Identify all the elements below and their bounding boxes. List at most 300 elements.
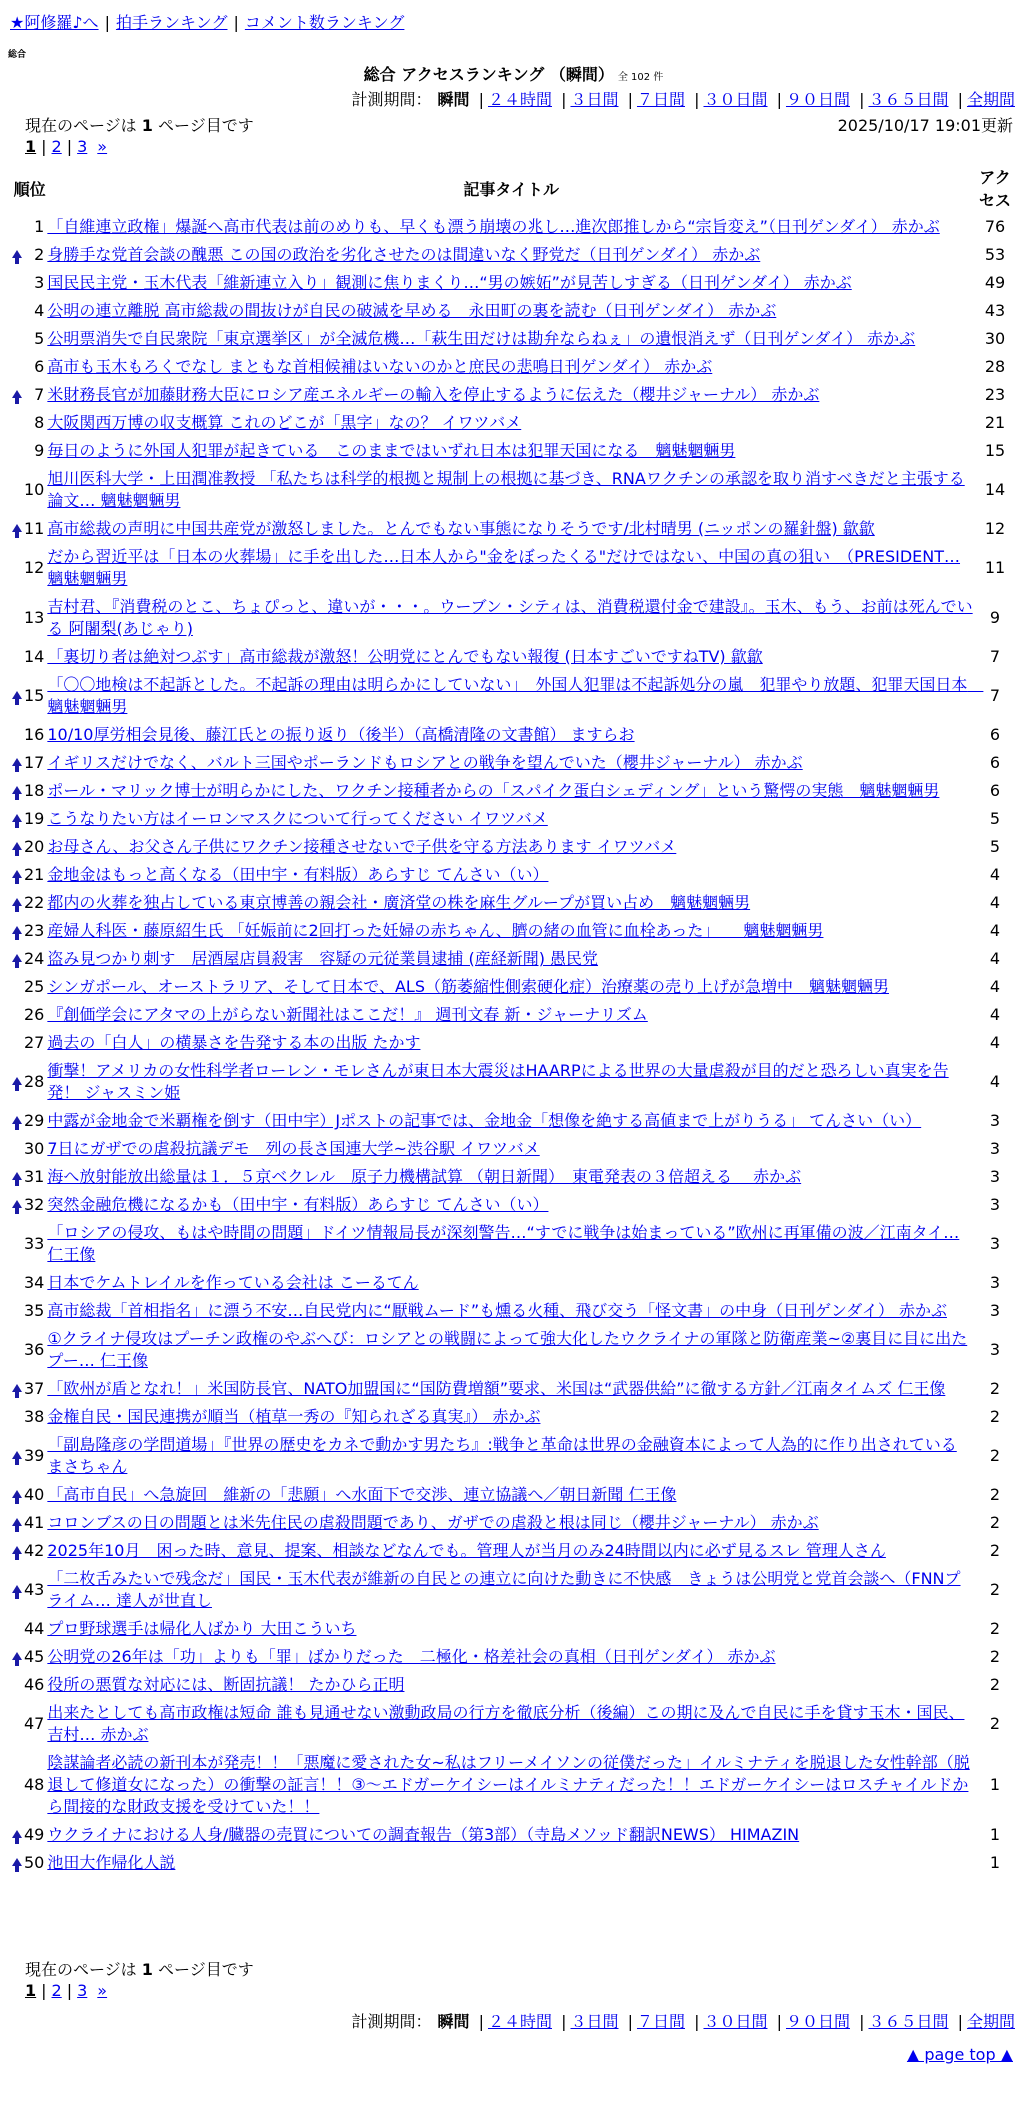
table-row xyxy=(12,353,1015,381)
rank-number: 7 xyxy=(34,385,45,404)
rank-number: 39 xyxy=(24,1446,45,1465)
article-title-cell xyxy=(47,465,975,515)
article-title-link[interactable]: 米財務長官が加藤財務大臣にロシア産エネルギーの輸入を停止するように伝えた（櫻井ジャーナル） 赤かぶ xyxy=(47,385,820,404)
trend-cell xyxy=(12,671,24,721)
period-7d-link[interactable]: ７日間 xyxy=(636,90,685,109)
section-tag: 総合 xyxy=(8,50,27,60)
access-header: アクセス xyxy=(978,168,1011,210)
rank-number: 32 xyxy=(24,1195,45,1214)
table-row xyxy=(12,1403,1015,1431)
table-row xyxy=(12,1565,1015,1615)
article-title-link[interactable]: 高市も玉木もろくでなし まともな首相候補はいないのかと庶民の悲鳴日刊ゲンダイ） 赤かぶ xyxy=(47,357,713,376)
article-title-cell xyxy=(47,1029,975,1057)
access-count: 1 xyxy=(989,1825,1001,1844)
article-title-cell xyxy=(47,1001,975,1029)
article-title-link[interactable]: 公明党の26年は「功」よりも「罪」ばかりだった 二極化・格差社会の真相（日刊ゲンダイ） 赤かぶ xyxy=(47,1647,776,1666)
home-link[interactable]: ★阿修羅♪へ xyxy=(10,13,99,32)
table-row xyxy=(12,1821,1015,1849)
article-title-link[interactable]: ウクライナにおける人身/臓器の売買についての調査報告（第3部）（寺島メソッド翻訳NEWS） HIMAZIN xyxy=(47,1825,800,1844)
trend-cell xyxy=(12,593,24,643)
total-count: 全 102 件 xyxy=(617,72,664,83)
table-row xyxy=(12,1849,1015,1877)
article-title-cell xyxy=(47,1671,975,1699)
period-3d-link[interactable]: ３日間 xyxy=(570,90,619,109)
access-count: 4 xyxy=(989,893,1001,912)
table-row xyxy=(12,1135,1015,1163)
access-count: 21 xyxy=(984,413,1006,432)
access-count: 14 xyxy=(984,480,1006,499)
article-title-link[interactable]: 旭川医科大学・上田潤准教授 「私たちは科学的根拠と規制上の根拠に基づき、RNAワクチンの承認を取り消すべきだと主張する論文… 魑魅魍魎男 xyxy=(47,469,965,510)
trend-cell xyxy=(12,269,24,297)
table-row xyxy=(12,437,1015,465)
rank-up-arrow-icon xyxy=(12,1200,22,1208)
table-row xyxy=(12,805,1015,833)
period-90d-link[interactable]: ９０日間 xyxy=(785,90,850,109)
pager-next[interactable]: » xyxy=(97,1981,108,2000)
article-title-link[interactable]: 海へ放射能放出総量は１．５京ベクレル 原子力機構試算 （朝日新聞） 東電発表の３倍超える 赤かぶ xyxy=(47,1167,802,1186)
article-title-cell xyxy=(47,241,975,269)
access-count: 2 xyxy=(989,1485,1001,1504)
access-count: 3 xyxy=(989,1273,1001,1292)
rank-number: 33 xyxy=(24,1234,45,1253)
rank-number: 5 xyxy=(34,329,45,348)
article-title-cell xyxy=(47,1749,975,1821)
trend-cell xyxy=(12,1537,24,1565)
access-count: 2 xyxy=(989,1446,1001,1465)
article-title-link[interactable]: 「二枚舌みたいで残念だ」国民・玉木代表が維新の自民との連立に向けた動きに不快感 きょうは公明党と党首会談へ（FNNプライム… 達人が世直し xyxy=(47,1569,961,1610)
table-row xyxy=(12,1001,1015,1029)
ranking-table xyxy=(12,163,1015,1877)
rank-up-arrow-icon xyxy=(12,954,22,962)
nav-separator: | xyxy=(104,13,110,32)
rank-number: 2 xyxy=(34,245,45,264)
page-info-top: 現在のページは 1 ページ目です xyxy=(25,116,254,135)
article-title-link[interactable]: 「高市自民」へ急旋回 維新の「悲願」へ水面下で交渉、連立協議へ／朝日新聞 仁王像 xyxy=(47,1485,677,1504)
trend-cell xyxy=(12,1057,24,1107)
rank-number: 15 xyxy=(24,686,45,705)
trend-cell xyxy=(12,1375,24,1403)
article-title-link[interactable]: 「欧州が盾となれ！」米国防長官、NATO加盟国に“国防費増額”要求、米国は“武器供給”に徹する方針／江南タイムズ 仁王像 xyxy=(47,1379,946,1398)
access-count: 7 xyxy=(989,686,1001,705)
article-title-link[interactable]: 過去の「白人」の横暴さを告発する本の出版 たかす xyxy=(47,1033,421,1052)
access-count: 53 xyxy=(984,245,1006,264)
article-title-cell xyxy=(47,1135,975,1163)
article-title-link[interactable]: 役所の悪質な対応には、断固抗議！ たかひら正明 xyxy=(47,1675,405,1694)
article-title-link[interactable]: 金地金はもっと高くなる（田中宇・有料版）あらすじ てんさい（い） xyxy=(47,865,549,884)
pager-page-3[interactable]: 3 xyxy=(77,137,88,156)
trend-cell xyxy=(12,515,24,543)
trend-cell xyxy=(12,1431,24,1481)
article-title-link[interactable]: 吉村君、『消費税のとこ、ちょぴっと、違いが・・・。ウーブン・シティは、消費税還付金で建設』。玉木、もう、お前は死んでいる 阿闍梨(あじゃり) xyxy=(47,597,973,638)
period-all-link[interactable]: 全期間 xyxy=(966,90,1015,109)
rank-number: 4 xyxy=(34,301,45,320)
article-title-link[interactable]: 身勝手な党首会談の醜悪 この国の政治を劣化させたのは間違いなく野党だ（日刊ゲンダイ） 赤かぶ xyxy=(47,245,761,264)
trend-cell xyxy=(12,945,24,973)
trend-cell xyxy=(12,917,24,945)
article-title-cell xyxy=(47,213,975,241)
period-30d-link[interactable]: ３０日間 xyxy=(703,2012,768,2031)
article-title-link[interactable]: コロンブスの日の問題とは米先住民の虐殺問題であり、ガザでの虐殺と根は同じ（櫻井ジャーナル） 赤かぶ xyxy=(47,1513,819,1532)
article-title-link[interactable]: ポール・マリック博士が明らかにした、ワクチン接種者からの「スパイク蛋白シェディング」という驚愕の実態 魑魅魍魎男 xyxy=(47,781,940,800)
rank-up-arrow-icon xyxy=(12,691,22,699)
rank-up-arrow-icon xyxy=(12,1490,22,1498)
rank-up-arrow-icon xyxy=(12,524,22,532)
article-title-link[interactable]: イギリスだけでなく、バルト三国やポーランドもロシアとの戦争を望んでいた（櫻井ジャーナル） 赤かぶ xyxy=(47,753,803,772)
article-title-cell xyxy=(47,777,975,805)
table-row xyxy=(12,1163,1015,1191)
rank-up-arrow-icon xyxy=(12,250,22,258)
trend-cell xyxy=(12,213,24,241)
table-row xyxy=(12,1057,1015,1107)
article-title-link[interactable]: 7日にガザでの虐殺抗議デモ 列の長さ国連大学~渋谷駅 イワツバメ xyxy=(47,1139,540,1158)
access-count: 4 xyxy=(989,949,1001,968)
article-title-cell xyxy=(47,1849,975,1877)
trend-cell xyxy=(12,861,24,889)
article-title-cell xyxy=(47,749,975,777)
article-title-cell xyxy=(47,1219,975,1269)
trend-cell xyxy=(12,805,24,833)
article-title-link[interactable]: 国民民主党・玉木代表「維新連立入り」観測に焦りまくり…“男の嫉妬”が見苦しすぎる（日刊ゲンダイ） 赤かぶ xyxy=(47,273,852,292)
table-row xyxy=(12,543,1015,593)
article-title-cell xyxy=(47,297,975,325)
access-count: 2 xyxy=(989,1379,1001,1398)
access-count: 4 xyxy=(989,1033,1001,1052)
rank-number: 21 xyxy=(24,865,45,884)
rank-number: 28 xyxy=(24,1072,45,1091)
trend-cell xyxy=(12,381,24,409)
rank-up-arrow-icon xyxy=(12,1172,22,1180)
ranking-title-row xyxy=(0,62,1027,85)
table-row xyxy=(12,1749,1015,1821)
article-title-link[interactable]: 金権自民・国民連携が順当（植草一秀の『知られざる真実』） 赤かぶ xyxy=(47,1407,541,1426)
trend-cell xyxy=(12,1849,24,1877)
article-title-cell xyxy=(47,437,975,465)
rank-up-arrow-icon xyxy=(12,1518,22,1526)
clap-ranking-link[interactable]: 拍手ランキング xyxy=(115,13,228,32)
access-count: 4 xyxy=(989,921,1001,940)
article-title-cell xyxy=(47,1107,975,1135)
table-row xyxy=(12,833,1015,861)
table-row xyxy=(12,917,1015,945)
article-title-cell xyxy=(47,1643,975,1671)
article-title-link[interactable]: 都内の火葬を独占している東京博善の親会社・廣済堂の株を麻生グループが買い占め 魑魅魍魎男 xyxy=(47,893,751,912)
trend-cell xyxy=(12,749,24,777)
article-title-link[interactable]: 「自維連立政権」爆誕へ高市代表は前のめりも、早くも漂う崩壊の兆し…進次郎推しから“宗旨変え”（日刊ゲンダイ） 赤かぶ xyxy=(47,217,940,236)
table-row xyxy=(12,1643,1015,1671)
rank-number: 27 xyxy=(24,1033,45,1052)
article-title-cell xyxy=(47,671,984,721)
period-all-link[interactable]: 全期間 xyxy=(966,2012,1015,2031)
period-24h-link[interactable]: ２４時間 xyxy=(487,90,552,109)
comment-ranking-link[interactable]: コメント数ランキング xyxy=(244,13,405,32)
access-count: 3 xyxy=(989,1139,1001,1158)
rank-number: 45 xyxy=(24,1647,45,1666)
article-title-cell xyxy=(47,861,975,889)
access-count: 28 xyxy=(984,357,1006,376)
access-count: 2 xyxy=(989,1714,1001,1733)
trend-cell xyxy=(12,1671,24,1699)
trend-cell xyxy=(12,1297,24,1325)
rank-up-arrow-icon xyxy=(12,814,22,822)
trend-cell xyxy=(12,973,24,1001)
article-title-link[interactable]: お母さん、お父さん子供にワクチン接種させないで子供を守る方法あります イワツバメ xyxy=(47,837,677,856)
page-top-link[interactable]: ▲ page top ▲ xyxy=(906,2045,1013,2064)
rank-up-arrow-icon xyxy=(12,898,22,906)
trend-cell xyxy=(12,1325,24,1375)
rank-number: 41 xyxy=(24,1513,45,1532)
rank-up-arrow-icon xyxy=(12,1585,22,1593)
table-row xyxy=(12,1481,1015,1509)
trend-cell xyxy=(12,1219,24,1269)
rank-up-arrow-icon xyxy=(12,926,22,934)
trend-cell xyxy=(12,1107,24,1135)
article-title-link[interactable]: こうなりたい方はイーロンマスクについて行ってください イワツバメ xyxy=(47,809,548,828)
access-count: 76 xyxy=(984,217,1006,236)
article-title-cell xyxy=(47,1403,975,1431)
rank-number: 24 xyxy=(24,949,45,968)
pager-page-3[interactable]: 3 xyxy=(77,1981,88,2000)
article-title-link[interactable]: 「裏切り者は絶対つぶす」高市総裁が激怒！公明党にとんでもない報復 (日本すごいですねTV) 歙歙 xyxy=(47,647,763,666)
period-365d-link[interactable]: ３６５日間 xyxy=(868,90,949,109)
rank-number: 14 xyxy=(24,647,45,666)
article-title-cell xyxy=(47,1297,975,1325)
trend-cell xyxy=(12,1481,24,1509)
access-count: 3 xyxy=(989,1234,1001,1253)
access-count: 5 xyxy=(989,837,1001,856)
article-title-link[interactable]: 突然金融危機になるかも（田中宇・有料版）あらすじ てんさい（い） xyxy=(47,1195,549,1214)
trend-cell xyxy=(12,1191,24,1219)
table-row xyxy=(12,1325,1015,1375)
trend-cell xyxy=(12,1821,24,1849)
rank-number: 18 xyxy=(24,781,45,800)
trend-cell xyxy=(12,297,24,325)
rank-number: 1 xyxy=(34,217,45,236)
article-title-link[interactable]: 公明の連立離脱 高市総裁の間抜けが自民の破滅を早める 永田町の裏を読む（日刊ゲンダイ） 赤かぶ xyxy=(47,301,777,320)
article-title-link[interactable]: 産婦人科医・藤原紹生氏 「妊娠前に2回打った妊婦の赤ちゃん、臍の緒の血管に血栓あった」 魑魅魍魎男 xyxy=(47,921,824,940)
rank-up-arrow-icon xyxy=(12,1451,22,1459)
trend-cell xyxy=(12,325,24,353)
period-24h-link[interactable]: ２４時間 xyxy=(487,2012,552,2031)
rank-up-arrow-icon xyxy=(12,390,22,398)
rank-header: 順位 xyxy=(13,179,46,199)
article-title-link[interactable]: 陰謀論者必読の新刊本が発売！！「悪魔に愛された女~私はフリーメイソンの従僕だった」イルミナティを脱退した女性幹部（脱退して修道女になった）の衝撃の証言！！③～エドガーケイシーはイルミナティだった！！エドガーケイシーはロスチャイルドから間接的な財政支援を受けていた！！ xyxy=(47,1753,970,1816)
top-nav xyxy=(10,10,404,33)
updated-timestamp: 2025/10/17 19:01更新 xyxy=(837,116,1013,135)
rank-up-arrow-icon xyxy=(12,842,22,850)
article-title-link[interactable]: 出来たとしても高市政権は短命 誰も見通せない激動政局の行方を徹底分析（後編）この期に及んで自民に手を貸す玉木・国民、吉村… 赤かぶ xyxy=(47,1703,965,1744)
trend-cell xyxy=(12,1001,24,1029)
article-title-link[interactable]: プロ野球選手は帰化人ばかり 大田こういち xyxy=(47,1619,357,1638)
rank-number: 44 xyxy=(24,1619,45,1638)
article-title-link[interactable]: だから習近平は「日本の火葬場」に手を出した…日本人から"金をぼったくる"だけではない、中国の真の狙い （PRESIDENT… 魑魅魍魎男 xyxy=(47,547,961,588)
rank-number: 19 xyxy=(24,809,45,828)
page-title: 総合 アクセスランキング （瞬間） xyxy=(363,65,614,84)
article-title-cell xyxy=(47,1191,975,1219)
rank-up-arrow-icon xyxy=(12,1652,22,1660)
access-count: 5 xyxy=(989,809,1001,828)
article-title-link[interactable]: 池田大作帰化人説 xyxy=(47,1853,176,1872)
period-current: 瞬間 xyxy=(437,90,470,109)
rank-number: 38 xyxy=(24,1407,45,1426)
article-title-cell xyxy=(47,409,975,437)
article-title-link[interactable]: 『創価学会にアタマの上がらない新聞社はここだ！』 週刊文春 新・ジャーナリズム xyxy=(47,1005,648,1024)
table-row xyxy=(12,297,1015,325)
trend-cell xyxy=(12,353,24,381)
article-title-cell xyxy=(47,353,975,381)
trend-cell xyxy=(12,241,24,269)
article-title-link[interactable]: 10/10厚労相会見後、藤江氏との振り返り（後半）（高橋清隆の文書館） ますらお xyxy=(47,725,635,744)
article-title-cell xyxy=(47,1481,975,1509)
rank-number: 30 xyxy=(24,1139,45,1158)
rank-number: 46 xyxy=(24,1675,45,1694)
rank-number: 31 xyxy=(24,1167,45,1186)
table-row xyxy=(12,1191,1015,1219)
period-365d-link[interactable]: ３６５日間 xyxy=(868,2012,949,2031)
article-title-cell xyxy=(47,917,975,945)
article-title-link[interactable]: 「〇〇地検は不起訴とした。不起訴の理由は明らかにしていない」 外国人犯罪は不起訴処分の嵐 犯罪やり放題、犯罪天国日本 魑魅魍魎男 xyxy=(47,675,984,716)
article-title-cell xyxy=(47,1537,975,1565)
table-row xyxy=(12,1029,1015,1057)
trend-cell xyxy=(12,1699,24,1749)
article-title-cell xyxy=(47,1269,975,1297)
article-title-link[interactable]: 「ロシアの侵攻、もはや時間の問題」ドイツ情報局長が深刻警告…“すでに戦争は始まっている”欧州に再軍備の波／江南タイ… 仁王像 xyxy=(47,1223,960,1264)
title-header: 記事タイトル xyxy=(463,179,560,199)
article-title-cell xyxy=(47,1565,975,1615)
article-title-cell xyxy=(47,593,975,643)
rank-up-arrow-icon xyxy=(12,786,22,794)
article-title-cell xyxy=(47,643,975,671)
article-title-cell xyxy=(47,1509,975,1537)
rank-number: 3 xyxy=(34,273,45,292)
trend-cell xyxy=(12,437,24,465)
trend-cell xyxy=(12,833,24,861)
rank-number: 20 xyxy=(24,837,45,856)
article-title-link[interactable]: 盗み見つかり刺す 居酒屋店員殺害 容疑の元従業員逮捕 (産経新聞) 愚民党 xyxy=(47,949,599,968)
table-row xyxy=(12,593,1015,643)
period-selector-bottom: 計測期間： 瞬間 | ２４時間 | ３日間 | ７日間 | ３０日間 | ９０日間 | ３６５日間 | 全期間 xyxy=(351,2012,1015,2031)
table-row xyxy=(12,1699,1015,1749)
access-count: 11 xyxy=(984,558,1006,577)
article-title-link[interactable]: シンガポール、オーストラリア、そして日本で、ALS（筋萎縮性側索硬化症）治療薬の売り上げが急増中 魑魅魍魎男 xyxy=(47,977,889,996)
table-row xyxy=(12,465,1015,515)
access-count: 49 xyxy=(984,273,1006,292)
access-count: 2 xyxy=(989,1541,1001,1560)
rank-number: 35 xyxy=(24,1301,45,1320)
article-title-cell xyxy=(47,889,975,917)
pager-page-2[interactable]: 2 xyxy=(51,1981,62,2000)
trend-cell xyxy=(12,1565,24,1615)
trend-cell xyxy=(12,465,24,515)
trend-cell xyxy=(12,1749,24,1821)
table-row xyxy=(12,409,1015,437)
rank-number: 16 xyxy=(24,725,45,744)
access-count: 12 xyxy=(984,519,1006,538)
pager-next[interactable]: » xyxy=(97,137,108,156)
article-title-cell xyxy=(47,833,975,861)
table-row xyxy=(12,213,1015,241)
article-title-cell xyxy=(47,1821,975,1849)
article-title-cell xyxy=(47,515,975,543)
period-90d-link[interactable]: ９０日間 xyxy=(785,2012,850,2031)
article-title-cell xyxy=(47,543,975,593)
trend-cell xyxy=(12,543,24,593)
access-count: 2 xyxy=(989,1580,1001,1599)
rank-up-arrow-icon xyxy=(12,1384,22,1392)
article-title-cell xyxy=(47,721,975,749)
table-row xyxy=(12,269,1015,297)
article-title-link[interactable]: 衝撃！アメリカの女性科学者ローレン・モレさんが東日本大震災はHAARPによる世界の大量虐殺が目的だと恐ろしい真実を告発！ ジャスミン姫 xyxy=(47,1061,949,1102)
rank-up-arrow-icon xyxy=(12,1858,22,1866)
article-title-link[interactable]: 高市総裁「首相指名」に漂う不安…自民党内に“厭戦ムード”も燻る火種、飛び交う「怪文書」の中身（日刊ゲンダイ） 赤かぶ xyxy=(47,1301,947,1320)
article-title-cell xyxy=(47,381,975,409)
rank-up-arrow-icon xyxy=(12,1830,22,1838)
table-row xyxy=(12,1269,1015,1297)
rank-number: 49 xyxy=(24,1825,45,1844)
access-count: 6 xyxy=(989,725,1001,744)
access-count: 43 xyxy=(984,301,1006,320)
article-title-link[interactable]: 毎日のように外国人犯罪が起きている このままではいずれ日本は犯罪天国になる 魑魅魍魎男 xyxy=(47,441,736,460)
article-title-cell xyxy=(47,325,975,353)
article-title-link[interactable]: 中露が金地金で米覇権を倒す（田中宇）Jポストの記事では、金地金「想像を絶する高値まで上がりうる」 てんさい（い） xyxy=(47,1111,922,1130)
access-count: 23 xyxy=(984,385,1006,404)
rank-number: 34 xyxy=(24,1273,45,1292)
article-title-cell xyxy=(47,1375,975,1403)
rank-number: 25 xyxy=(24,977,45,996)
article-title-link[interactable]: 「副島隆彦の学問道場」『世界の歴史をカネで動かす男たち』:戦争と革命は世界の金融資本によって人為的に作り出されている まさちゃん xyxy=(47,1435,957,1476)
rank-number: 43 xyxy=(24,1580,45,1599)
table-row xyxy=(12,325,1015,353)
period-3d-link[interactable]: ３日間 xyxy=(570,2012,619,2031)
rank-up-arrow-icon xyxy=(12,870,22,878)
access-count: 2 xyxy=(989,1675,1001,1694)
trend-cell xyxy=(12,721,24,749)
table-row xyxy=(12,515,1015,543)
access-count: 7 xyxy=(989,647,1001,666)
article-title-cell xyxy=(47,1615,975,1643)
article-title-link[interactable]: 2025年10月 困った時、意見、提案、相談などなんでも。管理人が当月のみ24時間以内に必ず見るスレ 管理人さん xyxy=(47,1541,886,1560)
period-7d-link[interactable]: ７日間 xyxy=(636,2012,685,2031)
pager-page-2[interactable]: 2 xyxy=(51,137,62,156)
table-row xyxy=(12,1615,1015,1643)
article-title-link[interactable]: 大阪関西万博の収支概算 これのどこが「黒字」なの？ イワツバメ xyxy=(47,413,522,432)
access-count: 4 xyxy=(989,865,1001,884)
article-title-link[interactable]: 高市総裁の声明に中国共産党が激怒しました。とんでもない事態になりそうです/北村晴男 (ニッポンの羅針盤) 歙歙 xyxy=(47,519,875,538)
table-row xyxy=(12,1107,1015,1135)
access-count: 2 xyxy=(989,1647,1001,1666)
article-title-cell xyxy=(47,1431,975,1481)
table-row xyxy=(12,945,1015,973)
table-row xyxy=(12,1219,1015,1269)
article-title-link[interactable]: 日本でケムトレイルを作っている会社は こーるてん xyxy=(47,1273,419,1292)
rank-up-arrow-icon xyxy=(12,758,22,766)
period-selector-top: 計測期間： 瞬間 | ２４時間 | ３日間 | ７日間 | ３０日間 | ９０日間 | ３６５日間 | 全期間 xyxy=(351,90,1015,109)
table-row xyxy=(12,1509,1015,1537)
trend-cell xyxy=(12,1029,24,1057)
access-count: 4 xyxy=(989,1072,1001,1091)
article-title-link[interactable]: 公明票消失で自民衆院「東京選挙区」が全滅危機…「萩生田だけは勘弁ならねぇ」の遺恨消えず（日刊ゲンダイ） 赤かぶ xyxy=(47,329,916,348)
trend-cell xyxy=(12,1135,24,1163)
access-count: 3 xyxy=(989,1340,1001,1359)
access-count: 3 xyxy=(989,1167,1001,1186)
trend-cell xyxy=(12,409,24,437)
period-30d-link[interactable]: ３０日間 xyxy=(703,90,768,109)
table-row xyxy=(12,1297,1015,1325)
rank-number: 11 xyxy=(24,519,45,538)
page-info-bottom: 現在のページは 1 ページ目です xyxy=(25,1960,254,1979)
access-count: 6 xyxy=(989,753,1001,772)
article-title-link[interactable]: ①クライナ侵攻はプーチン政権のやぶへび：ロシアとの戦闘によって強大化したウクライナの軍隊と防衛産業~②裏目に目に出たプー… 仁王像 xyxy=(47,1329,968,1370)
trend-cell xyxy=(12,1269,24,1297)
